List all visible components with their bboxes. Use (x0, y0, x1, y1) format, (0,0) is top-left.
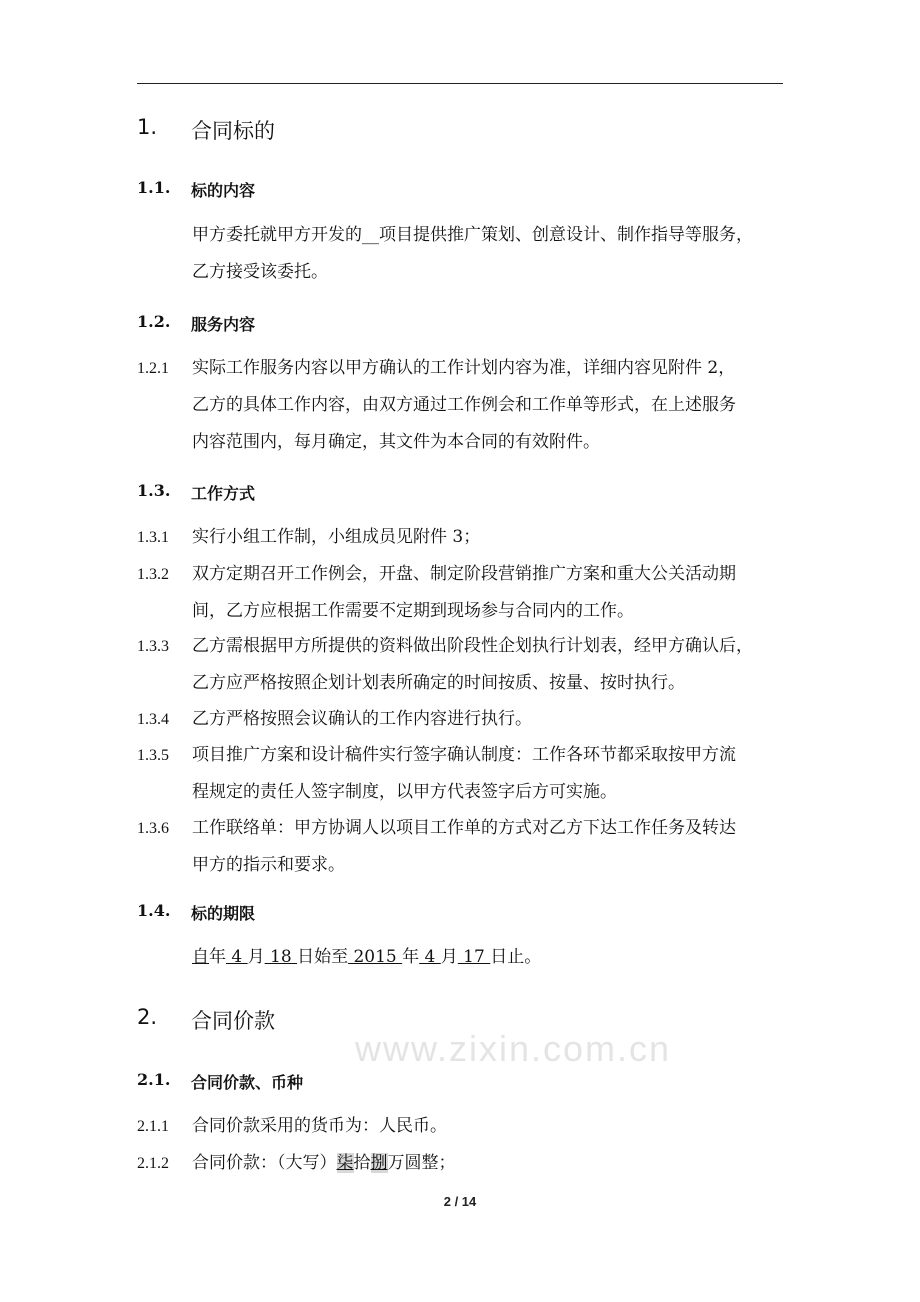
header-rule (137, 83, 783, 84)
text: 拾 (353, 1153, 371, 1173)
amount-digit: 捌 (370, 1153, 388, 1173)
clause-line: 内容范围内，每月确定，其文件为本合同的有效附件。 (192, 432, 600, 452)
clause-1-3-6 (137, 810, 797, 884)
section-number: 2. (137, 1005, 158, 1029)
section-title: 合同价款 (191, 1009, 275, 1033)
text: 日止。 (490, 947, 542, 967)
clause-1-3-2 (137, 556, 797, 630)
section-number: 1.1. (137, 178, 171, 197)
section-title: 合同价款、币种 (191, 1073, 304, 1092)
clause-line: 合同价款采用的货币为：人民币。 (192, 1116, 447, 1136)
text: 月 (440, 947, 458, 967)
paragraph-line: 甲方委托就甲方开发的__项目提供推广策划、创意设计、制作指导等服务， (192, 225, 753, 245)
clause-line: 实际工作服务内容以甲方确认的工作计划内容为准，详细内容见附件 2， (192, 358, 736, 378)
clause-number: 1.3.4 (137, 711, 169, 728)
clause-1-3-4 (137, 701, 797, 738)
clause-number: 1.3.2 (137, 566, 169, 583)
clause-line: 程规定的责任人签字制度，以甲方代表签字后方可实施。 (192, 782, 617, 802)
clause-2-1-1 (137, 1108, 797, 1145)
text: 日始至 (297, 947, 349, 967)
clause-1-3-3 (137, 628, 797, 702)
paragraph-line: 乙方接受该委托。 (192, 262, 328, 282)
text: 合同价款：（大写） (192, 1153, 337, 1173)
section-title: 标的内容 (191, 181, 256, 200)
clause-number: 1.3.5 (137, 747, 169, 764)
clause-line: 乙方的具体工作内容，由双方通过工作例会和工作单等形式，在上述服务 (192, 395, 736, 415)
clause-1-2-1 (137, 350, 797, 461)
text: 月 (247, 947, 265, 967)
section-number: 1.2. (137, 312, 171, 331)
section-number: 1.3. (137, 481, 171, 500)
clause-line: 双方定期召开工作例会，开盘、制定阶段营销推广方案和重大公关活动期 (192, 564, 736, 584)
text: 万圆整； (387, 1153, 456, 1173)
section-number: 1.4. (137, 901, 171, 920)
clause-line: 乙方应严格按照企划计划表所确定的时间按质、按量、按时执行。 (192, 673, 685, 693)
clause-number: 2.1.1 (137, 1118, 169, 1135)
term-period-line (192, 939, 792, 976)
clause-1-3-5 (137, 737, 797, 811)
clause-number: 1.2.1 (137, 360, 169, 377)
clause-2-1-2 (137, 1145, 797, 1182)
clause-number: 1.3.1 (137, 529, 169, 546)
amount-digit: 柒 (336, 1153, 354, 1173)
blank-field: 4 (419, 947, 441, 967)
section-title: 合同标的 (191, 119, 275, 143)
section-title: 标的期限 (191, 904, 256, 923)
section-number: 1. (137, 115, 158, 139)
blank-field: 2015 (348, 947, 403, 967)
clause-line: 乙方严格按照会议确认的工作内容进行执行。 (192, 709, 532, 729)
clause-line: 甲方的指示和要求。 (192, 855, 345, 875)
blank-field: 18 (264, 947, 298, 967)
blank-field: 4 (226, 947, 248, 967)
section-title: 工作方式 (191, 484, 256, 503)
clause-line: 项目推广方案和设计稿件实行签字确认制度：工作各环节都采取按甲方流 (192, 745, 736, 765)
clause-line: 工作联络单：甲方协调人以项目工作单的方式对乙方下达工作任务及转达 (192, 818, 736, 838)
clause-line: 实行小组工作制，小组成员见附件 3； (192, 527, 481, 547)
clause-1-3-1 (137, 519, 797, 556)
page-number: 2 / 14 (443, 1194, 477, 1209)
blank-field: 17 (457, 947, 491, 967)
section-number: 2.1. (137, 1070, 171, 1089)
clause-number: 1.3.3 (137, 638, 169, 655)
clause-line: 间，乙方应根据工作需要不定期到现场参与合同内的工作。 (192, 601, 634, 621)
section-title: 服务内容 (191, 315, 256, 334)
section-1-1-paragraph (192, 217, 792, 291)
blank-field: 自 (192, 947, 209, 967)
text: 年 (402, 947, 420, 967)
clause-number: 1.3.6 (137, 820, 169, 837)
clause-number: 2.1.2 (137, 1155, 169, 1172)
text: 年 (209, 947, 226, 967)
clause-line: 乙方需根据甲方所提供的资料做出阶段性企划执行计划表，经甲方确认后， (192, 636, 753, 656)
watermark: www.zixin.com.cn (355, 1028, 672, 1069)
